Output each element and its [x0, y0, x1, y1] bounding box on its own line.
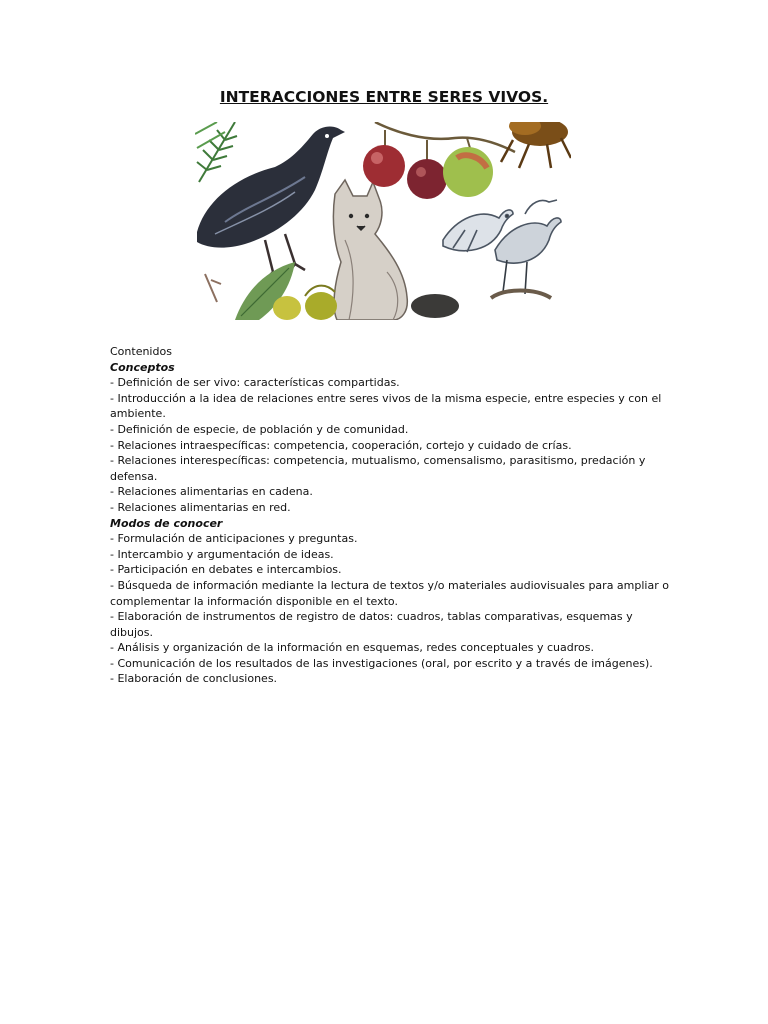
- document-body: [110, 344, 670, 687]
- concepts-heading: Conceptos: [110, 360, 175, 374]
- modes-heading: Modos de conocer: [110, 516, 223, 530]
- list-item: - Elaboración de instrumentos de registro de datos: cuadros, tablas comparativas, esquemas y dibujos.: [110, 610, 633, 639]
- list-item: - Definición de ser vivo: características compartidas.: [110, 376, 400, 390]
- list-item: - Participación en debates e intercambios.: [110, 563, 342, 577]
- document-title: INTERACCIONES ENTRE SERES VIVOS.: [219, 88, 549, 106]
- list-item: - Relaciones alimentarias en red.: [110, 500, 291, 514]
- list-item: - Relaciones alimentarias en cadena.: [110, 485, 313, 499]
- section-label: Contenidos: [110, 345, 172, 358]
- list-item: - Definición de especie, de población y de comunidad.: [110, 422, 409, 436]
- list-item: - Relaciones intraespecíficas: competencia, cooperación, cortejo y cuidado de crías.: [110, 438, 572, 452]
- list-item: - Formulación de anticipaciones y preguntas.: [110, 532, 358, 546]
- list-item: - Comunicación de los resultados de las investigaciones (oral, por escrito y a través de imágenes).: [110, 656, 653, 670]
- list-item: - Introducción a la idea de relaciones entre seres vivos de la misma especie, entre especies y con el ambiente.: [110, 391, 662, 421]
- list-item: - Elaboración de conclusiones.: [110, 672, 278, 686]
- nature-illustration: [195, 122, 571, 320]
- list-item: - Análisis y organización de la información en esquemas, redes conceptuales y cuadros.: [110, 641, 594, 655]
- list-item: - Búsqueda de información mediante la lectura de textos y/o materiales audiovisuales para ampliar o complementar la información disponible en el texto.: [110, 578, 669, 608]
- list-item: - Intercambio y argumentación de ideas.: [110, 547, 334, 561]
- list-item: - Relaciones interespecíficas: competencia, mutualismo, comensalismo, parasitismo, predación y defensa.: [110, 454, 646, 483]
